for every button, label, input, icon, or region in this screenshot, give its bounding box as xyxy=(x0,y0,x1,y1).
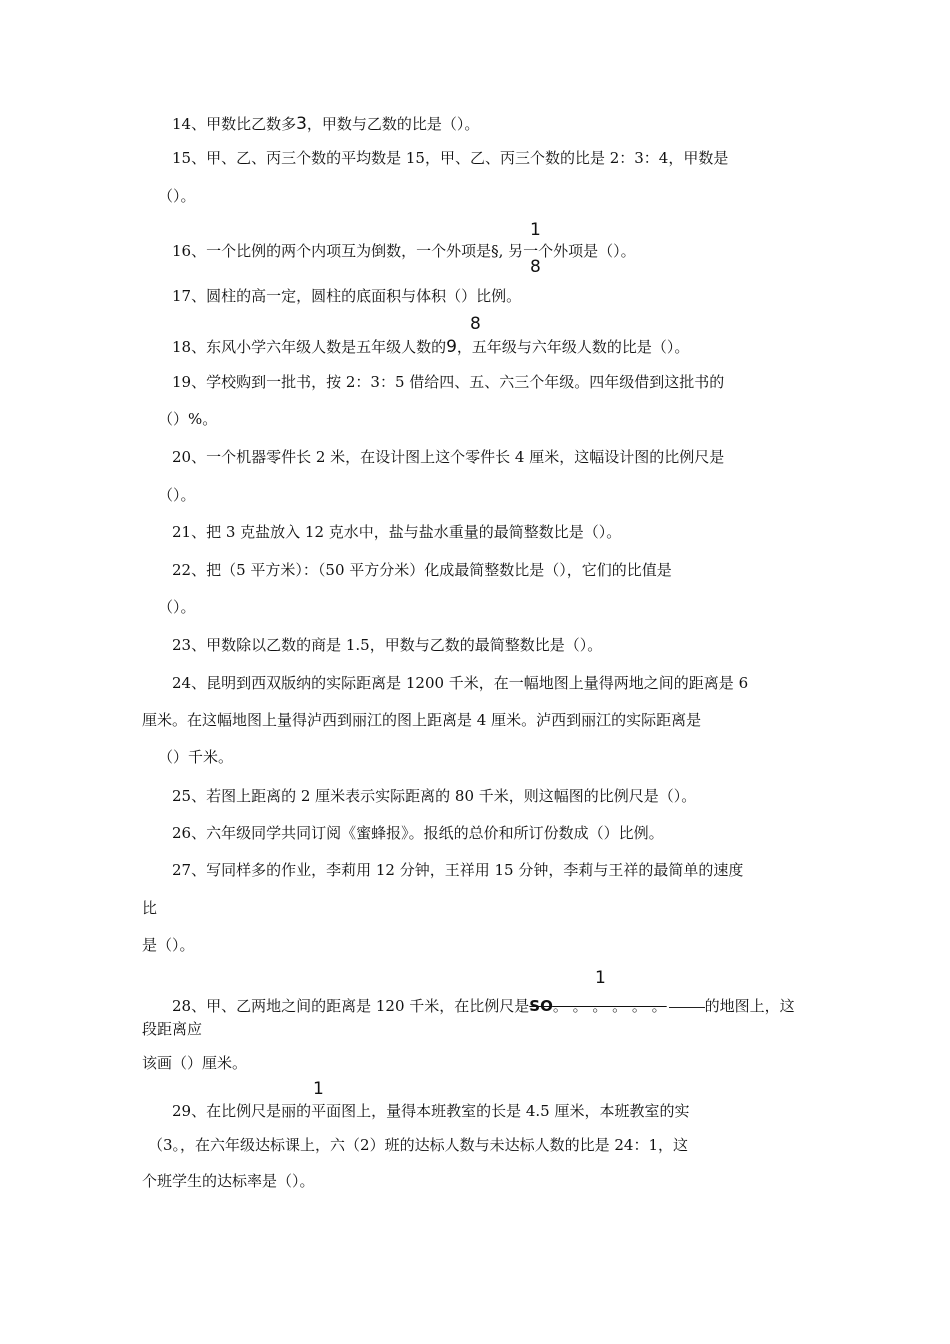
question-18 xyxy=(172,337,689,357)
question-28-line2: 段距离应 xyxy=(142,1020,203,1038)
q28-text-b: 的地图上，这 xyxy=(704,997,795,1015)
question-24-line3: （）千米。 xyxy=(158,748,234,766)
question-16 xyxy=(172,241,636,261)
q28-text-a: 28、甲、乙两地之间的距离是 120 千米，在比例尺是 xyxy=(172,997,530,1015)
q18-text-a: 18、东风小学六年级人数是五年级人数的 xyxy=(172,338,447,356)
question-29-line2: （3。，在六年级达标课上，六（2）班的达标人数与未达标人数的比是 24：1，这 xyxy=(148,1136,688,1154)
question-24-line1: 24、昆明到西双版纳的实际距离是 1200 千米，在一幅地图上量得两地之间的距离是 6 xyxy=(172,674,749,692)
q28-struck-dots: 。 。 。 。 。 。 xyxy=(552,997,667,1015)
question-27-line1: 27、写同样多的作业，李莉用 12 分钟，王祥用 15 分钟，李莉与王祥的最简单的速度 xyxy=(172,861,744,879)
question-23: 23、甲数除以乙数的商是 1.5，甲数与乙数的最简整数比是（）。 xyxy=(172,636,603,654)
q16-text-b: , 另一个外项是（）。 xyxy=(498,242,636,260)
question-15-line2: （）。 xyxy=(158,187,196,205)
question-21: 21、把 3 克盐放入 12 克水中，盐与盐水重量的最简整数比是（）。 xyxy=(172,523,622,541)
q18-number: 9 xyxy=(446,337,457,357)
question-22-line1: 22、把（5 平方米）：（50 平方分米）化成最简整数比是（），它们的比值是 xyxy=(172,561,672,579)
q18-fraction-numerator: 8 xyxy=(470,314,481,334)
question-20-line2: （）。 xyxy=(158,486,196,504)
q16-glyph: § xyxy=(491,242,499,260)
question-19-line1: 19、学校购到一批书，按 2：3：5 借给四、五、六三个年级。四年级借到这批书的 xyxy=(172,373,725,391)
question-28-line1 xyxy=(172,996,795,1016)
question-15-line1: 15、甲、乙、丙三个数的平均数是 15，甲、乙、丙三个数的比是 2：3：4，甲数是 xyxy=(172,149,729,167)
question-26: 26、六年级同学共同订阅《蜜蜂报》。报纸的总价和所订份数成（）比例。 xyxy=(172,824,664,842)
question-17: 17、圆柱的高一定，圆柱的底面积与体积（）比例。 xyxy=(172,287,522,305)
q14-number: 3 xyxy=(296,114,307,134)
q29-fraction-numerator: 1 xyxy=(313,1079,324,1099)
question-27-line2: 比 xyxy=(142,899,158,917)
q28-struck-text: SO xyxy=(529,997,553,1015)
question-29-line1: 29、在比例尺是丽的平面图上，量得本班教室的长是 4.5 厘米，本班教室的实 xyxy=(172,1102,690,1120)
q16-text-a: 16、一个比例的两个内项互为倒数，一个外项是 xyxy=(172,242,492,260)
q14-text-b: ，甲数与乙数的比是（）。 xyxy=(306,115,480,133)
q16-fraction-denominator: 8 xyxy=(530,257,541,277)
question-24-line2: 厘米。在这幅地图上量得泸西到丽江的图上距离是 4 厘米。泸西到丽江的实际距离是 xyxy=(142,711,702,729)
q28-fraction-rule xyxy=(669,1007,705,1008)
question-29-line3: 个班学生的达标率是（）。 xyxy=(142,1172,315,1190)
question-28-line3: 该画（）厘米。 xyxy=(142,1054,248,1072)
question-25: 25、若图上距离的 2 厘米表示实际距离的 80 千米，则这幅图的比例尺是（）。 xyxy=(172,787,697,805)
q16-fraction-numerator: 1 xyxy=(530,220,541,240)
question-20-line1: 20、一个机器零件长 2 米，在设计图上这个零件长 4 厘米，这幅设计图的比例尺是 xyxy=(172,448,725,466)
q18-text-b: ，五年级与六年级人数的比是（）。 xyxy=(456,338,690,356)
q28-fraction-numerator: 1 xyxy=(595,968,606,988)
question-14 xyxy=(172,114,479,134)
question-22-line2: （）。 xyxy=(158,598,196,616)
question-27-line3: 是（）。 xyxy=(142,936,195,954)
question-19-line2: （）%。 xyxy=(158,410,218,428)
q14-text-a: 14、甲数比乙数多 xyxy=(172,115,297,133)
